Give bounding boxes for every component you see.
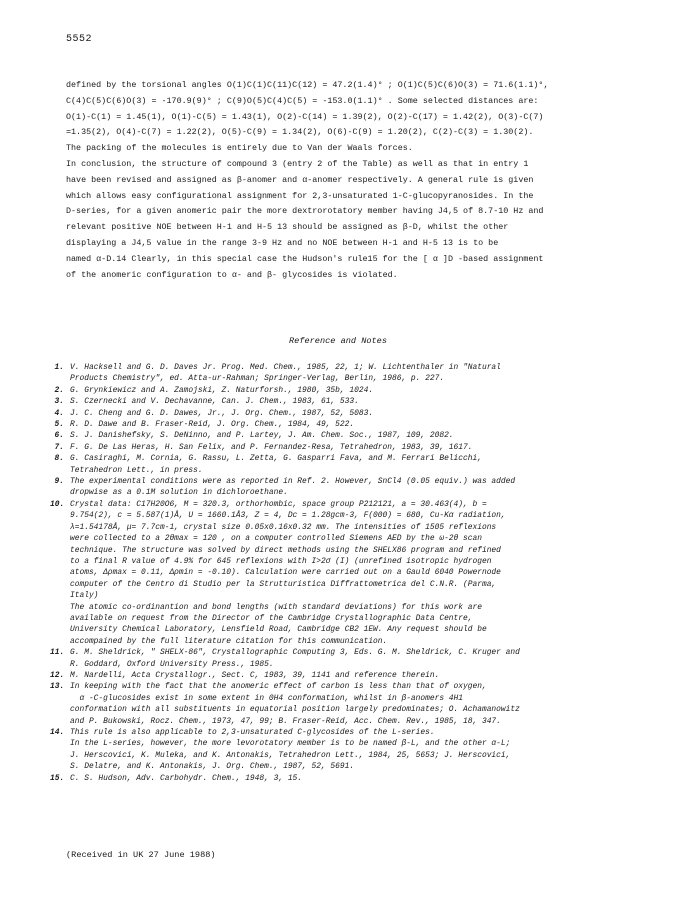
body-line: relevant positive NOE between H-1 and H-5 13 should be assigned as β-D, whilst the other [66,222,509,233]
body-line: which allows easy configurational assignment for 2,3-unsaturated 1-C-glucopyranosides. In the [66,190,534,201]
references-list [50,362,670,784]
reference-line: G. Casiraghi, M. Cornia, G. Rassu, L. Zetta, G. Gasparri Fava, and M. Ferrari Belicchi, [70,454,482,464]
reference-line: The experimental conditions were as reported in Ref. 2. However, SnCl4 (0.05 equiv.) was added [70,477,516,487]
reference-item [50,430,670,441]
reference-item [50,408,670,419]
reference-text [70,670,670,681]
references-heading: Reference and Notes [289,336,387,346]
body-line: defined by the torsional angles O(1)C(1)C(11)C(12) = 47.2(1.4)° ; O(1)C(5)C(6)O(3) = 71.6(1.1)°, [66,80,549,90]
reference-item [50,419,670,430]
body-line: =1.35(2), O(4)-C(7) = 1.22(2), O(5)-C(9) = 1.34(2), O(6)-C(9) = 1.20(2), C(2)-C(3) = 1.30(2). [66,127,534,138]
reference-item [50,647,670,670]
reference-number: 14. [50,728,65,737]
reference-number: 8. [54,454,64,464]
reference-item [50,670,670,681]
reference-line: In the L-series, however, the more levorotatory member is to be named β-L, and the other α-L; [70,739,511,749]
reference-item [50,396,670,407]
reference-line: J. C. Cheng and G. D. Dawes, Jr., J. Org. Chem., 1987, 52, 5083. [70,408,374,418]
reference-item [50,499,670,647]
reference-number: 5. [54,420,64,430]
reference-line: C. S. Hudson, Adv. Carbohydr. Chem., 1948, 3, 15. [70,773,303,783]
received-date: (Received in UK 27 June 1988) [66,850,216,860]
body-line: O(1)-C(1) = 1.45(1), O(1)-C(5) = 1.43(1), O(2)-C(14) = 1.39(2), O(2)-C(17) = 1.42(2), O(3)-C(7) [66,111,544,122]
reference-line: S. Delatre, and K. Antonakis, J. Org. Chem., 1987, 52, 5691. [70,762,355,772]
body-line: of the anomeric configuration to α- and β- glycosides is violated. [66,269,398,280]
reference-line: were collected to a 2θmax = 120 , on a computer controlled Siemens AED by the ω-2θ scan [70,534,482,544]
reference-number: 7. [54,442,64,452]
reference-text [70,442,670,453]
reference-line: This rule is also applicable to 2,3-unsaturated C-glycosides of the L-series. [70,728,435,737]
reference-item [50,362,670,385]
reference-number: 9. [54,477,64,487]
reference-line: Italy) [70,591,99,601]
reference-line: and P. Bukowski, Rocz. Chem., 1973, 47, 99; B. Fraser-Reid, Acc. Chem. Rev., 1985, 18, 347. [70,716,501,726]
reference-item [50,727,670,773]
reference-item [50,476,670,499]
reference-line: V. Hacksell and G. D. Daves Jr. Prog. Med. Chem., 1985, 22, 1; W. Lichtenthaler in "Natural [70,363,501,372]
reference-number: 4. [54,408,64,418]
reference-line: computer of the Centro di Studio per la Strutturistica Diffrattometrica del C.N.R. (Parma, [70,579,497,589]
reference-number: 1. [54,363,64,372]
page-number: 5552 [66,34,93,45]
reference-number: 12. [50,670,65,680]
body-line: displaying a J4,5 value in the range 3-9 Hz and no NOE between H-1 and H-5 13 is to be [66,237,499,248]
reference-line: J. Herscovici, K. Muleka, and K. Antonakis, Tetrahedron Lett., 1984, 25, 5653; J. Herscovici, [70,750,511,760]
reference-number: 3. [54,397,64,407]
reference-line: available on request from the Director of the Cambridge Crystallographic Data Centre, [70,613,473,623]
body-line: In conclusion, the structure of compound 3 (entry 2 of the Table) as well as that in entry 1 [66,158,529,169]
reference-line: R. Goddard, Oxford University Press., 1985. [70,659,274,669]
reference-text [70,476,670,499]
reference-line: Products Chemistry", ed. Atta-ur-Rahman; Springer-Verlag, Berlin, 1986, p. 227. [70,374,445,384]
reference-line: conformation with all substituents in equatorial position largely predominates; O. Achamanowitz [70,705,520,715]
reference-text [70,419,670,430]
body-line: D-series, for a given anomeric pair the more dextrorotatory member having J4,5 of 8.7-10 Hz and [66,206,544,217]
reference-line: University Chemical Laboratory, Lensfield Road, Cambridge CB2 1EW. Any request should be [70,625,487,635]
reference-line: M. Nardelli, Acta Crystallogr., Sect. C, 1983, 39, 1141 and reference therein. [70,670,440,680]
reference-line: atoms, Δρmax = 0.11, Δρmin = -0.10). Calculation were carried out on a Gauld 6040 Powernode [70,568,501,578]
reference-text [70,362,670,385]
reference-text [70,385,670,396]
reference-item [50,773,670,784]
reference-text [70,647,670,670]
reference-text [70,430,670,441]
reference-line: F. G. De Las Heras, H. San Felix, and P. Fernandez-Resa, Tetrahedron, 1983, 39, 1617. [70,442,473,452]
reference-line: dropwise as a 0.1M solution in dichloroethane. [70,488,288,498]
reference-number: 15. [50,773,65,783]
body-line: named α-D.14 Clearly, in this special case the Hudson's rule15 for the [ α ]D -based assignment [66,253,544,264]
reference-line: α -C-glucosides exist in some extent in 0H4 conformation, whilst in β-anomers 4H1 [70,693,464,703]
body-line: have been revised and assigned as β-anomer and α-anomer respectively. A general rule is given [66,174,534,185]
reference-item [50,681,670,727]
reference-number: 13. [50,682,65,692]
reference-text [70,408,670,419]
reference-line: 9.754(2), c = 5.587(1)Å, U = 1660.1Å3, Z = 4, Dc = 1.28gcm-3, F(000) = 680, Cu-Kα radiation, [70,511,506,521]
reference-line: Crystal data: C17H20O6, M = 320.3, orthorhombic, space group P212121, a = 30.463(4), b = [70,499,487,509]
reference-number: 11. [50,648,65,658]
reference-line: R. D. Dawe and B. Fraser-Reid, J. Org. Chem., 1984, 49, 522. [70,420,355,430]
reference-item [50,442,670,453]
reference-item [50,453,670,476]
reference-text [70,396,670,407]
reference-number: 2. [54,385,64,395]
body-line: The packing of the molecules is entirely due to Van der Waals forces. [66,143,413,154]
reference-text [70,727,670,773]
reference-line: In keeping with the fact that the anomeric effect of carbon is less than that of oxygen, [70,682,487,692]
body-line: C(4)C(5)C(6)O(3) = -170.9(9)° ; C(9)O(5)C(4)C(5) = -153.0(1.1)° . Some selected distances are: [66,95,539,106]
reference-number: 6. [54,431,64,441]
reference-line: accompained by the full literature citation for this communication. [70,636,388,646]
reference-line: The atomic co-ordinantion and bond lengths (with standard deviations) for this work are [70,602,482,612]
reference-line: to a final R value of 4.9% for 645 reflexions with I>2σ (I) (unrefined isotropic hydrogen [70,556,492,566]
reference-line: G. Grynkiewicz and A. Zamojski, Z. Naturforsh., 1980, 35b, 1024. [70,385,374,395]
reference-line: Tetrahedron Lett., in press. [70,465,203,475]
reference-text [70,453,670,476]
reference-line: G. M. Sheldrick, " SHELX-86", Crystallographic Computing 3, Eds. G. M. Sheldrick, C. Kruger and [70,648,520,658]
reference-item [50,385,670,396]
reference-text [70,773,670,784]
reference-line: S. J. Danishefsky, S. DeNinno, and P. Lartey, J. Am. Chem. Soc., 1987, 109, 2082. [70,431,454,441]
reference-text [70,499,670,647]
reference-line: technique. The structure was solved by direct methods using the SHELX86 program and refined [70,545,501,555]
reference-number: 10. [50,499,65,509]
reference-text [70,681,670,727]
reference-line: S. Czernecki and V. Dechavanne, Can. J. Chem., 1983, 61, 533. [70,397,359,407]
reference-line: λ=1.54178Å, μ= 7.7cm-1, crystal size 0.05x0.16x0.32 mm. The intensities of 1505 reflexions [70,522,497,532]
conclusion-paragraphs [66,78,672,283]
